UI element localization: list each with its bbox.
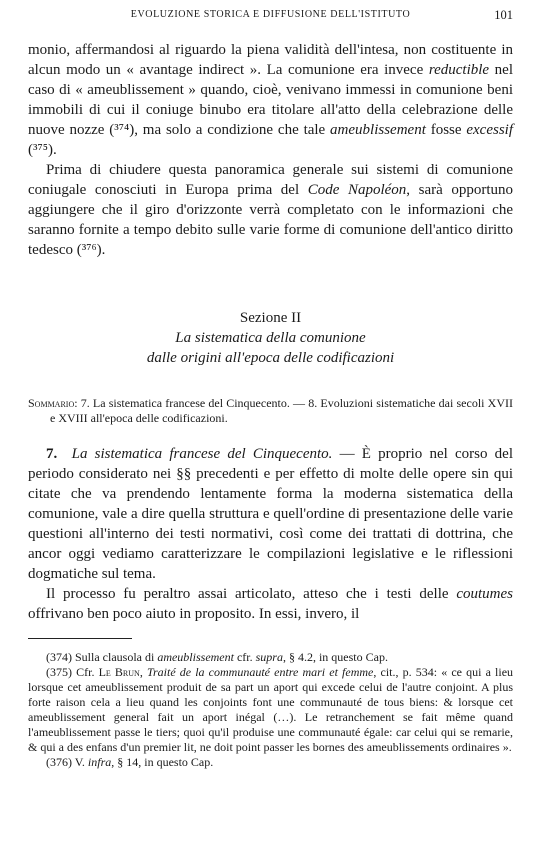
- italic-term: ameublissement: [330, 122, 426, 138]
- summary-label: Sommario: [28, 396, 75, 410]
- italic-term: reductible: [428, 62, 490, 78]
- paragraph-overview: [28, 160, 513, 260]
- text-run: (374) Sulla clausola di: [46, 650, 158, 664]
- footnote-375: [28, 665, 513, 755]
- summary-text: : 7. La sistematica francese del Cinquecento. — 8. Evoluzioni sistematiche dai secoli XVII e XVIII all'epoca delle codificazioni.: [50, 396, 513, 425]
- book-title: Traité de la communauté entre mari et femme: [146, 665, 374, 679]
- footnote-376: [28, 755, 513, 770]
- section-subtitle-line2: dalle origini all'epoca delle codificazioni: [146, 350, 395, 366]
- text-run: Il processo fu peraltro assai articolato, atteso che i testi delle: [46, 586, 457, 602]
- page-number: 101: [494, 8, 513, 22]
- italic-term: ameublissement: [157, 650, 234, 664]
- italic-term: excessif: [466, 122, 513, 138]
- text-run: — È proprio nel corso del periodo considerato nei §§ precedenti e per effetto di molte delle opere sin qui citate che va prendendo lentamente forma la moderna sistematica della comunione, vale a dire quella struttura e quell'ordine di presentazione delle varie questioni all'interno dei testi normativi, così come dei trattati di dottrina, che ancor oggi vediamo caratterizzare le compilazioni legislative e le riflessioni dogmatiche sul tema.: [28, 446, 514, 582]
- text-run: (376) V.: [46, 755, 88, 769]
- section-title: Sezione II: [239, 310, 302, 326]
- text-run: nel caso di « ameublissement » quando, cioè, venivano immessi in comunione beni immobili di cui il coniuge binubo era titolare all'atto della celebrazione delle nuove nozze (³⁷⁴), ma solo a condizione che tale: [28, 62, 513, 138]
- text-run: Prima di chiudere questa panoramica generale sui sistemi di comunione coniugale conosciuti in Europa prima del: [28, 162, 513, 198]
- text-run: fosse: [425, 122, 467, 138]
- italic-term: Code Napoléon: [307, 182, 407, 198]
- paragraph-section-7: [28, 444, 513, 584]
- section-number: 7.: [46, 446, 58, 462]
- italic-term: infra: [87, 755, 112, 769]
- section-subtitle-line1: La sistematica della comunione: [175, 330, 366, 346]
- paragraph-process: [28, 584, 513, 624]
- page-body: [28, 40, 513, 770]
- footnote-374: [28, 650, 513, 665]
- text-run: (375) Cfr.: [46, 665, 99, 679]
- italic-term: supra: [255, 650, 283, 664]
- text-run: , cit., p. 534: « ce qui a lieu lorsque cet ameublissement produit de sa part un aport qui excede celui de l'autre conjoint. A plus forte raison cela a lieu quand les conjoints font une communauté de tous biens: & lorsque cet ameublissement general fait un aport inégal (…). Le retranchement se fait même quand l'ameublissement passe le tiers; quoi qu'il produise une communauté égale: car celui qui se remarie, & qui a des enfans d'un premier lit, ne doit point passer les bornes des ameublissements ordinaires ».: [28, 665, 514, 754]
- author-name: Le Brun: [98, 665, 140, 679]
- text-run: (³⁷⁵).: [28, 142, 57, 158]
- italic-term: coutumes: [456, 586, 513, 602]
- text-run: offrivano ben poco aiuto in proposito. In essi, invero, il: [28, 606, 360, 622]
- text-run: ,: [139, 665, 147, 679]
- text-run: monio, affermandosi al riguardo la piena validità dell'intesa, non costituente in alcun modo un « avantage indirect ». La comunione era invece: [28, 42, 513, 78]
- section-summary: [28, 396, 513, 426]
- section-heading-italic: La sistematica francese del Cinquecento.: [71, 446, 333, 462]
- running-title: EVOLUZIONE STORICA E DIFFUSIONE DELL'ISTITUTO: [130, 9, 411, 20]
- paragraph-continued: [28, 40, 513, 160]
- section-heading: [28, 308, 513, 368]
- footnote-divider: [28, 638, 132, 639]
- text-run: , § 14, in questo Cap.: [111, 755, 214, 769]
- text-run: cfr.: [233, 650, 256, 664]
- text-run: , sarà opportuno aggiungere che il giro d'orizzonte verrà completato con le informazioni che saranno fornite a tempo debito sulle varie forme di comunione dell'antico diritto tedesco (³⁷⁶).: [28, 182, 514, 258]
- running-header: [28, 9, 513, 25]
- text-run: , § 4.2, in questo Cap.: [282, 650, 388, 664]
